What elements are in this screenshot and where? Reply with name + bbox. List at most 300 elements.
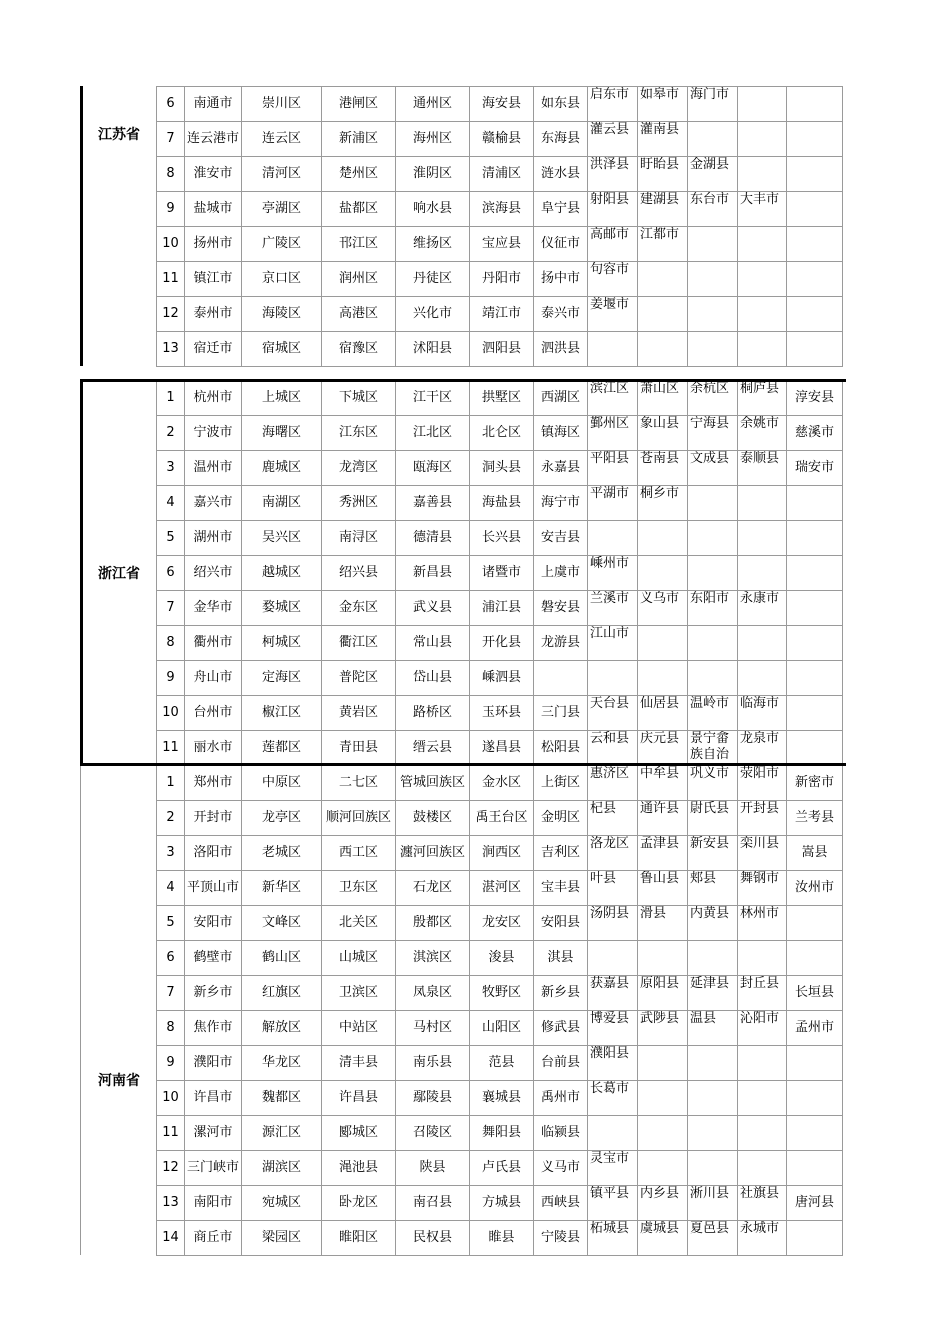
district-cell[interactable]: 吉利区 [534,836,588,871]
district-cell[interactable]: 鹤山区 [242,941,322,976]
district-cell[interactable]: 泰兴市 [534,297,588,332]
district-cell[interactable]: 陕县 [396,1151,470,1186]
district-cell[interactable]: 唐河县 [787,1186,843,1221]
district-cell[interactable]: 禹王台区 [470,801,534,836]
row-index-cell[interactable]: 2 [157,416,185,451]
district-cell[interactable]: 吴兴区 [242,521,322,556]
district-cell[interactable]: 丹阳市 [470,262,534,297]
district-cell[interactable] [787,1151,843,1186]
district-cell[interactable]: 禹州市 [534,1081,588,1116]
city-cell[interactable]: 盐城市 [185,192,242,227]
district-cell[interactable] [738,1116,787,1151]
row-index-cell[interactable]: 11 [157,731,185,766]
city-cell[interactable]: 杭州市 [185,381,242,416]
district-cell[interactable]: 西峡县 [534,1186,588,1221]
row-index-cell[interactable]: 11 [157,1116,185,1151]
district-cell[interactable]: 新密市 [787,766,843,801]
district-cell[interactable]: 新浦区 [322,122,396,157]
city-cell[interactable]: 绍兴市 [185,556,242,591]
row-index-cell[interactable]: 11 [157,262,185,297]
district-cell[interactable]: 镇平县 [588,1186,638,1221]
city-cell[interactable]: 鹤壁市 [185,941,242,976]
district-cell[interactable]: 荥阳市 [738,766,787,801]
district-cell[interactable]: 林州市 [738,906,787,941]
district-cell[interactable] [787,591,843,626]
district-cell[interactable]: 海曙区 [242,416,322,451]
district-cell[interactable] [588,332,638,367]
row-index-cell[interactable]: 3 [157,836,185,871]
district-cell[interactable]: 维扬区 [396,227,470,262]
district-cell[interactable] [738,1081,787,1116]
city-cell[interactable]: 郑州市 [185,766,242,801]
district-cell[interactable]: 盱眙县 [638,157,688,192]
district-cell[interactable] [688,941,738,976]
district-cell[interactable]: 叶县 [588,871,638,906]
city-cell[interactable]: 安阳市 [185,906,242,941]
district-cell[interactable]: 汝州市 [787,871,843,906]
row-index-cell[interactable]: 8 [157,157,185,192]
district-cell[interactable]: 原阳县 [638,976,688,1011]
city-cell[interactable]: 洛阳市 [185,836,242,871]
city-cell[interactable]: 台州市 [185,696,242,731]
district-cell[interactable]: 海门市 [688,87,738,122]
district-cell[interactable]: 嘉善县 [396,486,470,521]
row-index-cell[interactable]: 5 [157,906,185,941]
district-cell[interactable]: 金明区 [534,801,588,836]
district-cell[interactable]: 青田县 [322,731,396,766]
district-cell[interactable]: 浦江县 [470,591,534,626]
district-cell[interactable]: 北仑区 [470,416,534,451]
row-index-cell[interactable]: 10 [157,696,185,731]
district-cell[interactable]: 泗洪县 [534,332,588,367]
district-cell[interactable]: 临颍县 [534,1116,588,1151]
district-cell[interactable]: 余姚市 [738,416,787,451]
district-cell[interactable]: 浚县 [470,941,534,976]
district-cell[interactable]: 汤阴县 [588,906,638,941]
district-cell[interactable]: 梁园区 [242,1221,322,1256]
district-cell[interactable] [688,227,738,262]
district-cell[interactable]: 封丘县 [738,976,787,1011]
district-cell[interactable]: 新安县 [688,836,738,871]
district-cell[interactable]: 嵊泗县 [470,661,534,696]
district-cell[interactable]: 海安县 [470,87,534,122]
district-cell[interactable] [638,941,688,976]
city-cell[interactable]: 三门峡市 [185,1151,242,1186]
city-cell[interactable]: 宿迁市 [185,332,242,367]
district-cell[interactable]: 襄城县 [470,1081,534,1116]
district-cell[interactable] [787,87,843,122]
district-cell[interactable]: 金水区 [470,766,534,801]
district-cell[interactable]: 高邮市 [588,227,638,262]
district-cell[interactable]: 滨海县 [470,192,534,227]
district-cell[interactable] [787,332,843,367]
district-cell[interactable]: 秀洲区 [322,486,396,521]
city-cell[interactable]: 平顶山市 [185,871,242,906]
district-cell[interactable]: 松阳县 [534,731,588,766]
district-cell[interactable]: 上虞市 [534,556,588,591]
district-cell[interactable]: 山城区 [322,941,396,976]
district-cell[interactable] [787,906,843,941]
district-cell[interactable]: 鲁山县 [638,871,688,906]
district-cell[interactable]: 上街区 [534,766,588,801]
district-cell[interactable]: 海宁市 [534,486,588,521]
district-cell[interactable]: 新昌县 [396,556,470,591]
district-cell[interactable]: 红旗区 [242,976,322,1011]
district-cell[interactable] [688,332,738,367]
district-cell[interactable]: 淅川县 [688,1186,738,1221]
row-index-cell[interactable]: 7 [157,976,185,1011]
district-cell[interactable]: 卫滨区 [322,976,396,1011]
district-cell[interactable]: 衢江区 [322,626,396,661]
district-cell[interactable]: 玉环县 [470,696,534,731]
district-cell[interactable]: 磐安县 [534,591,588,626]
district-cell[interactable]: 石龙区 [396,871,470,906]
district-cell[interactable] [688,1151,738,1186]
district-cell[interactable] [588,1116,638,1151]
district-cell[interactable]: 龙亭区 [242,801,322,836]
district-cell[interactable]: 宛城区 [242,1186,322,1221]
district-cell[interactable] [787,297,843,332]
row-index-cell[interactable]: 9 [157,661,185,696]
row-index-cell[interactable]: 9 [157,192,185,227]
district-cell[interactable] [588,521,638,556]
district-cell[interactable]: 中牟县 [638,766,688,801]
district-cell[interactable] [588,941,638,976]
district-cell[interactable]: 内乡县 [638,1186,688,1221]
district-cell[interactable]: 宝应县 [470,227,534,262]
district-cell[interactable]: 仪征市 [534,227,588,262]
district-cell[interactable]: 苍南县 [638,451,688,486]
district-cell[interactable] [638,556,688,591]
district-cell[interactable]: 解放区 [242,1011,322,1046]
district-cell[interactable]: 巩义市 [688,766,738,801]
district-cell[interactable]: 岱山县 [396,661,470,696]
district-cell[interactable] [787,157,843,192]
city-cell[interactable]: 舟山市 [185,661,242,696]
district-cell[interactable]: 海州区 [396,122,470,157]
district-cell[interactable]: 婺城区 [242,591,322,626]
district-cell[interactable]: 杞县 [588,801,638,836]
district-cell[interactable] [787,731,843,766]
district-cell[interactable]: 柯城区 [242,626,322,661]
district-cell[interactable] [638,661,688,696]
district-cell[interactable]: 郏县 [688,871,738,906]
district-cell[interactable]: 泗阳县 [470,332,534,367]
district-cell[interactable]: 赣榆县 [470,122,534,157]
district-cell[interactable] [688,486,738,521]
district-cell[interactable]: 孟津县 [638,836,688,871]
district-cell[interactable]: 灵宝市 [588,1151,638,1186]
district-cell[interactable]: 清丰县 [322,1046,396,1081]
district-cell[interactable]: 老城区 [242,836,322,871]
district-cell[interactable] [688,122,738,157]
district-cell[interactable]: 义马市 [534,1151,588,1186]
district-cell[interactable]: 卫东区 [322,871,396,906]
district-cell[interactable]: 桐庐县 [738,381,787,416]
district-cell[interactable]: 鼓楼区 [396,801,470,836]
district-cell[interactable]: 开封县 [738,801,787,836]
district-cell[interactable]: 鹿城区 [242,451,322,486]
district-cell[interactable]: 洛龙区 [588,836,638,871]
district-cell[interactable] [688,661,738,696]
city-cell[interactable]: 宁波市 [185,416,242,451]
district-cell[interactable]: 义乌市 [638,591,688,626]
district-cell[interactable]: 宁海县 [688,416,738,451]
district-cell[interactable] [787,1081,843,1116]
row-index-cell[interactable]: 4 [157,486,185,521]
district-cell[interactable] [787,1046,843,1081]
district-cell[interactable]: 高港区 [322,297,396,332]
district-cell[interactable] [738,1046,787,1081]
district-cell[interactable] [638,1046,688,1081]
district-cell[interactable] [688,556,738,591]
district-cell[interactable]: 淇滨区 [396,941,470,976]
district-cell[interactable]: 顺河回族区 [322,801,396,836]
district-cell[interactable] [688,626,738,661]
district-cell[interactable]: 崇川区 [242,87,322,122]
district-cell[interactable]: 南浔区 [322,521,396,556]
district-cell[interactable]: 楚州区 [322,157,396,192]
district-cell[interactable]: 东海县 [534,122,588,157]
district-cell[interactable]: 定海区 [242,661,322,696]
district-cell[interactable]: 兰溪市 [588,591,638,626]
district-cell[interactable]: 淳安县 [787,381,843,416]
district-cell[interactable]: 江干区 [396,381,470,416]
district-cell[interactable]: 栾川县 [738,836,787,871]
district-cell[interactable]: 诸暨市 [470,556,534,591]
district-cell[interactable]: 宁陵县 [534,1221,588,1256]
district-cell[interactable] [787,521,843,556]
district-cell[interactable]: 上城区 [242,381,322,416]
district-cell[interactable]: 越城区 [242,556,322,591]
district-cell[interactable]: 濮阳县 [588,1046,638,1081]
district-cell[interactable]: 沭阳县 [396,332,470,367]
district-cell[interactable]: 清浦区 [470,157,534,192]
district-cell[interactable]: 响水县 [396,192,470,227]
district-cell[interactable]: 滑县 [638,906,688,941]
district-cell[interactable] [638,297,688,332]
district-cell[interactable]: 江都市 [638,227,688,262]
row-index-cell[interactable]: 2 [157,801,185,836]
district-cell[interactable]: 卧龙区 [322,1186,396,1221]
district-cell[interactable]: 淇县 [534,941,588,976]
row-index-cell[interactable]: 7 [157,122,185,157]
district-cell[interactable]: 武义县 [396,591,470,626]
district-cell[interactable]: 柘城县 [588,1221,638,1256]
district-cell[interactable] [638,332,688,367]
district-cell[interactable]: 涟水县 [534,157,588,192]
district-cell[interactable]: 西工区 [322,836,396,871]
district-cell[interactable] [688,1116,738,1151]
district-cell[interactable] [738,1151,787,1186]
district-cell[interactable] [588,661,638,696]
city-cell[interactable]: 湖州市 [185,521,242,556]
district-cell[interactable]: 缙云县 [396,731,470,766]
district-cell[interactable] [787,1221,843,1256]
district-cell[interactable]: 郾城区 [322,1116,396,1151]
district-cell[interactable]: 三门县 [534,696,588,731]
district-cell[interactable]: 清河区 [242,157,322,192]
district-cell[interactable] [738,297,787,332]
district-cell[interactable]: 魏都区 [242,1081,322,1116]
district-cell[interactable]: 如皋市 [638,87,688,122]
district-cell[interactable]: 安吉县 [534,521,588,556]
district-cell[interactable]: 温岭市 [688,696,738,731]
district-cell[interactable]: 涧西区 [470,836,534,871]
district-cell[interactable]: 临海市 [738,696,787,731]
row-index-cell[interactable]: 12 [157,297,185,332]
city-cell[interactable]: 泰州市 [185,297,242,332]
row-index-cell[interactable]: 1 [157,766,185,801]
district-cell[interactable]: 鄢陵县 [396,1081,470,1116]
district-cell[interactable]: 滨江区 [588,381,638,416]
district-cell[interactable]: 绍兴县 [322,556,396,591]
district-cell[interactable]: 金东区 [322,591,396,626]
district-cell[interactable]: 下城区 [322,381,396,416]
district-cell[interactable] [738,87,787,122]
district-cell[interactable]: 平阳县 [588,451,638,486]
district-cell[interactable] [738,157,787,192]
district-cell[interactable]: 瑞安市 [787,451,843,486]
district-cell[interactable]: 德清县 [396,521,470,556]
district-cell[interactable]: 永康市 [738,591,787,626]
city-cell[interactable]: 开封市 [185,801,242,836]
district-cell[interactable] [787,626,843,661]
district-cell[interactable]: 嵊州市 [588,556,638,591]
district-cell[interactable]: 瀍河回族区 [396,836,470,871]
city-cell[interactable]: 淮安市 [185,157,242,192]
district-cell[interactable]: 路桥区 [396,696,470,731]
district-cell[interactable]: 天台县 [588,696,638,731]
district-cell[interactable] [738,227,787,262]
district-cell[interactable]: 灌云县 [588,122,638,157]
district-cell[interactable]: 沁阳市 [738,1011,787,1046]
row-index-cell[interactable]: 10 [157,1081,185,1116]
district-cell[interactable]: 慈溪市 [787,416,843,451]
district-cell[interactable]: 永城市 [738,1221,787,1256]
district-cell[interactable]: 普陀区 [322,661,396,696]
district-cell[interactable]: 华龙区 [242,1046,322,1081]
district-cell[interactable]: 湛河区 [470,871,534,906]
city-cell[interactable]: 南通市 [185,87,242,122]
district-cell[interactable]: 温县 [688,1011,738,1046]
district-cell[interactable]: 武陟县 [638,1011,688,1046]
row-index-cell[interactable]: 8 [157,626,185,661]
row-index-cell[interactable]: 5 [157,521,185,556]
district-cell[interactable]: 二七区 [322,766,396,801]
row-index-cell[interactable]: 12 [157,1151,185,1186]
row-index-cell[interactable]: 9 [157,1046,185,1081]
district-cell[interactable]: 黄岩区 [322,696,396,731]
district-cell[interactable]: 云和县 [588,731,638,766]
district-cell[interactable]: 安阳县 [534,906,588,941]
district-cell[interactable]: 句容市 [588,262,638,297]
district-cell[interactable]: 台前县 [534,1046,588,1081]
row-index-cell[interactable]: 14 [157,1221,185,1256]
district-cell[interactable]: 南湖区 [242,486,322,521]
district-cell[interactable] [738,332,787,367]
district-cell[interactable] [738,486,787,521]
district-cell[interactable]: 山阳区 [470,1011,534,1046]
district-cell[interactable]: 民权县 [396,1221,470,1256]
district-cell[interactable]: 泰顺县 [738,451,787,486]
district-cell[interactable] [688,1081,738,1116]
row-index-cell[interactable]: 13 [157,1186,185,1221]
district-cell[interactable] [787,262,843,297]
district-cell[interactable] [738,626,787,661]
district-cell[interactable]: 兰考县 [787,801,843,836]
district-cell[interactable]: 管城回族区 [396,766,470,801]
district-cell[interactable] [638,1081,688,1116]
district-cell[interactable]: 仙居县 [638,696,688,731]
district-cell[interactable]: 文成县 [688,451,738,486]
district-cell[interactable]: 社旗县 [738,1186,787,1221]
district-cell[interactable] [787,696,843,731]
district-cell[interactable]: 洪泽县 [588,157,638,192]
row-index-cell[interactable]: 10 [157,227,185,262]
district-cell[interactable]: 殷都区 [396,906,470,941]
district-cell[interactable]: 睢阳区 [322,1221,396,1256]
district-cell[interactable]: 海陵区 [242,297,322,332]
district-cell[interactable]: 龙游县 [534,626,588,661]
district-cell[interactable]: 瓯海区 [396,451,470,486]
district-cell[interactable] [787,486,843,521]
district-cell[interactable]: 丹徒区 [396,262,470,297]
district-cell[interactable]: 拱墅区 [470,381,534,416]
district-cell[interactable]: 射阳县 [588,192,638,227]
district-cell[interactable]: 象山县 [638,416,688,451]
district-cell[interactable] [738,262,787,297]
district-cell[interactable]: 余杭区 [688,381,738,416]
row-index-cell[interactable]: 6 [157,941,185,976]
district-cell[interactable] [787,227,843,262]
district-cell[interactable]: 通许县 [638,801,688,836]
district-cell[interactable]: 许昌县 [322,1081,396,1116]
district-cell[interactable]: 萧山区 [638,381,688,416]
district-cell[interactable]: 洞头县 [470,451,534,486]
district-cell[interactable]: 扬中市 [534,262,588,297]
district-cell[interactable]: 莲都区 [242,731,322,766]
row-index-cell[interactable]: 13 [157,332,185,367]
district-cell[interactable]: 渑池县 [322,1151,396,1186]
district-cell[interactable]: 庆元县 [638,731,688,766]
district-cell[interactable]: 江北区 [396,416,470,451]
district-cell[interactable]: 舞阳县 [470,1116,534,1151]
city-cell[interactable]: 许昌市 [185,1081,242,1116]
district-cell[interactable] [787,941,843,976]
district-cell[interactable]: 龙泉市 [738,731,787,766]
district-cell[interactable] [638,626,688,661]
district-cell[interactable] [638,262,688,297]
district-cell[interactable]: 中原区 [242,766,322,801]
district-cell[interactable] [638,1151,688,1186]
district-cell[interactable]: 马村区 [396,1011,470,1046]
district-cell[interactable]: 江东区 [322,416,396,451]
district-cell[interactable]: 湖滨区 [242,1151,322,1186]
district-cell[interactable]: 椒江区 [242,696,322,731]
district-cell[interactable] [688,262,738,297]
district-cell[interactable]: 夏邑县 [688,1221,738,1256]
district-cell[interactable]: 召陵区 [396,1116,470,1151]
district-cell[interactable]: 孟州市 [787,1011,843,1046]
district-cell[interactable] [688,1046,738,1081]
district-cell[interactable] [787,661,843,696]
district-cell[interactable]: 海盐县 [470,486,534,521]
district-cell[interactable]: 博爱县 [588,1011,638,1046]
district-cell[interactable]: 凤泉区 [396,976,470,1011]
city-cell[interactable]: 丽水市 [185,731,242,766]
row-index-cell[interactable]: 6 [157,556,185,591]
